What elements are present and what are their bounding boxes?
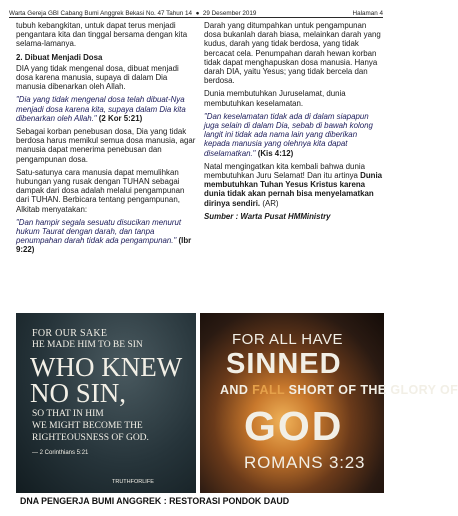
left-paragraph-3: Sebagai korban penebusan dosa, Dia yang tidak berdosa harus memikul semua dosa manusia, agar manusia dapat menerima penebusan dan pengampunan dosa. bbox=[16, 127, 196, 164]
left-paragraph-2: DIA yang tidak mengenal dosa, dibuat menjadi dosa karena manusia, supaya di dalam Dia manusia dibenarkan oleh Allah. bbox=[16, 63, 179, 92]
scripture-image-romans bbox=[200, 313, 458, 493]
image-right-reference: ROMANS 3:23 bbox=[244, 453, 366, 472]
image-left-line-5: SO THAT IN HIM bbox=[32, 409, 104, 419]
quote-2-text: "Dan hampir segala sesuatu disucikan menurut hukum Taurat dengan darah, dan tanpa penumpahan darah tidak ada pengampunan." bbox=[16, 217, 182, 246]
quote-2-reference: (Ibr 9:22) bbox=[16, 236, 192, 255]
image-right-line-3 bbox=[220, 383, 458, 397]
quote-1-text: "Dia yang tidak mengenal dosa telah dibuat-Nya menjadi dosa karena kita, supaya dalam Dia kita dibenarkan oleh Allah." bbox=[16, 95, 186, 123]
quote-3-text: "Dan keselamatan tidak ada di dalam siapapun juga selain di dalam Dia, sebab di bawah kolong langit ini tidak ada nama lain yang diberikan kepada manusia yang olehnya kita dapat diselamatkan." bbox=[204, 111, 373, 158]
image-left-watermark: TRUTHFORLIFE bbox=[112, 479, 154, 485]
image-left-line-1: FOR OUR SAKE bbox=[32, 328, 108, 339]
image-right-line-2: SINNED bbox=[226, 348, 342, 380]
scripture-quote-2 bbox=[16, 218, 197, 255]
image-right-god: GOD bbox=[244, 403, 344, 449]
scripture-quote-1 bbox=[16, 95, 197, 123]
image-left-line-7: RIGHTEOUSNESS OF GOD. bbox=[32, 433, 149, 443]
right-paragraph-3 bbox=[204, 162, 385, 208]
header-publication: Warta Gereja GBI Cabang Bumi Anggrek Bekasi No. 47 Tahun 14 ● 29 Desember 2019 bbox=[9, 10, 257, 17]
right-column bbox=[204, 21, 385, 225]
header-bullet: ● bbox=[195, 10, 200, 17]
image-left-line-4: NO SIN, bbox=[30, 378, 127, 408]
left-paragraph-4: Satu-satunya cara manusia dapat memulihkan hubungan yang rusak dengan TUHAN sebagai dampak dari dosa adalah melalui pengampunan dari TUHAN. Berbicara tentang pengampunan, Alkitab menyatakan: bbox=[16, 167, 185, 214]
scripture-image-2-corinthians bbox=[16, 313, 196, 493]
right-paragraph-2: Dunia membutuhkan Juruselamat, dunia membutuhkan keselamatan. bbox=[204, 89, 346, 108]
header-page-number: Halaman 4 bbox=[352, 10, 383, 17]
quote-3-reference: (Kis 4:12) bbox=[257, 148, 294, 158]
page-header bbox=[9, 4, 383, 18]
quote-1-reference: (2 Kor 5:21) bbox=[98, 113, 143, 123]
paragraph-3-emphasis: Dunia membutuhkan Tuhan Yesus Kristus karena dunia tidak akan pernah bisa menyelamatkan dirinya sendiri. bbox=[204, 171, 383, 208]
image-right-line-1: FOR ALL HAVE bbox=[232, 331, 344, 348]
page-footer: DNA PENGERJA BUMI ANGGREK : RESTORASI PONDOK DAUD bbox=[20, 496, 290, 506]
left-paragraph-1: tubuh kebangkitan, untuk dapat terus menjadi pengantara kita dan tinggal bersama dengan kita selama-lamanya. bbox=[16, 21, 188, 49]
paragraph-3-end: (AR) bbox=[262, 198, 279, 208]
scripture-quote-3 bbox=[204, 112, 385, 158]
image-right-and: AND bbox=[220, 383, 249, 397]
image-left-line-6: WE MIGHT BECOME THE bbox=[32, 421, 143, 431]
image-right-short: SHORT bbox=[288, 383, 335, 397]
paragraph-3-start: Natal mengingatkan kita kembali bahwa dunia membutuhkan Juru Selamat! Dan itu artinya bbox=[204, 161, 365, 181]
header-date: 29 Desember 2019 bbox=[202, 10, 257, 17]
image-left-line-2: HE MADE HIM TO BE SIN bbox=[32, 340, 143, 350]
image-left-reference: — 2 Corinthians 5:21 bbox=[32, 450, 89, 456]
image-right-fall: FALL bbox=[252, 383, 285, 397]
source-line: Sumber : Warta Pusat HMMinistry bbox=[204, 211, 331, 221]
right-paragraph-1: Darah yang ditumpahkan untuk pengampunan dosa bukanlah darah biasa, melainkan darah yang kudus, darah yang tidak berdosa, yang tidak bercacat cela. Penumpahan darah hewan korban tidak dapat menghapuskan dosa manusia. Hanya darah DIA, yaitu Yesus; yang tidak bercela dan berdosa. bbox=[204, 21, 381, 86]
left-column bbox=[16, 21, 197, 259]
image-left-line-3: WHO KNEW bbox=[30, 352, 183, 382]
image-right-glory: OF THE GLORY OF bbox=[338, 383, 458, 397]
section-heading: 2. Dibuat Menjadi Dosa bbox=[16, 52, 103, 62]
